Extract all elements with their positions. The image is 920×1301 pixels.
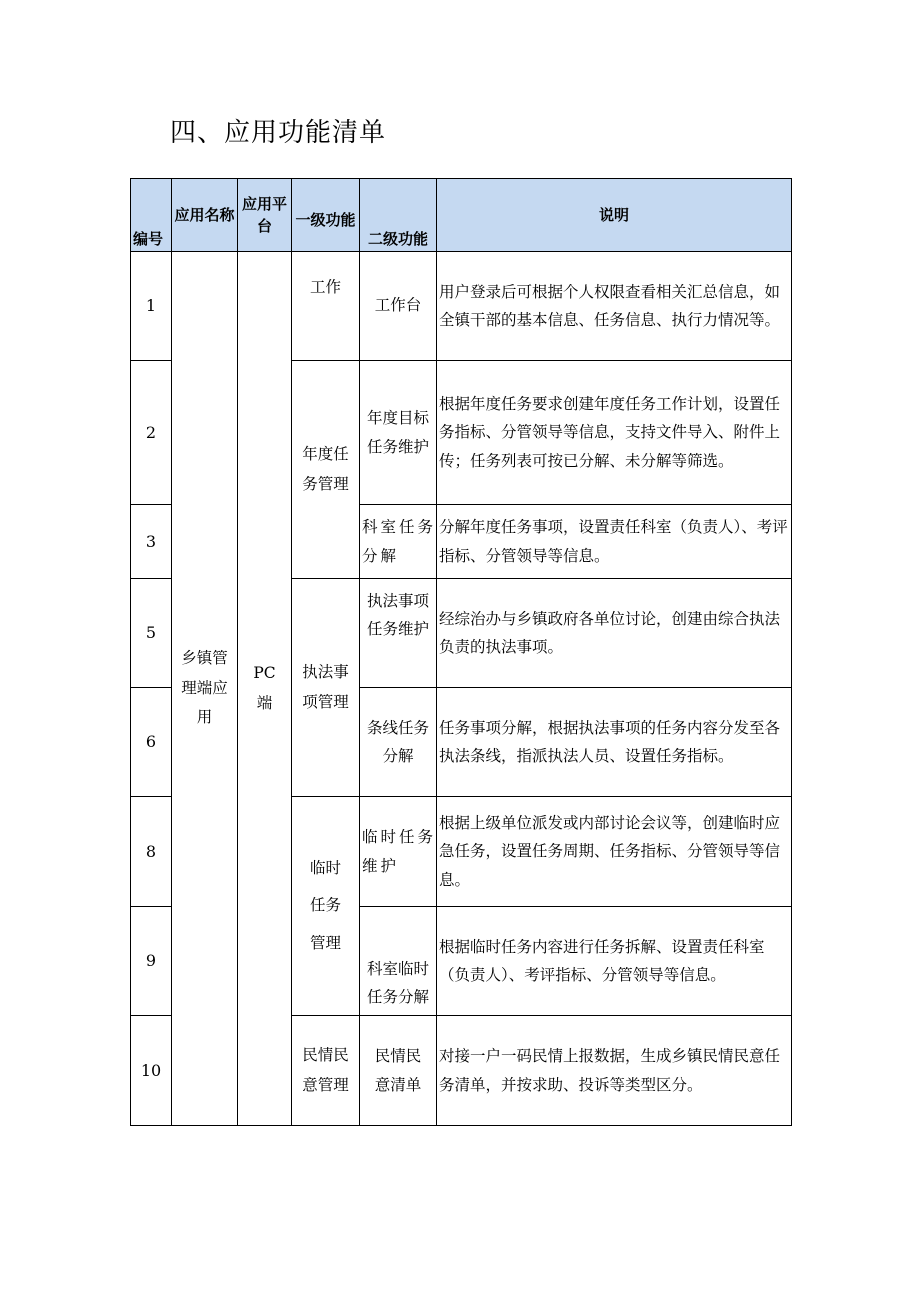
level2-cell [360,797,437,907]
level1-annual-cell [292,361,360,579]
row-no: 1 [131,252,172,361]
level2-text: 民情民意清单 [374,1047,422,1094]
header-level1-text: 一级功能 [295,210,356,229]
row-no: 9 [131,907,172,1016]
header-platform-text: 应用平台 [241,194,287,235]
description-cell: 分解年度任务事项，设置责任科室（负责人）、考评指标、分管领导等信息。 [437,505,792,579]
level2-text: 条线任务分解 [366,718,429,765]
level2-text: 执法事项任务维护 [366,592,429,639]
row-no: 2 [131,361,172,505]
level2-cell [360,505,437,579]
description-cell: 根据年度任务要求创建年度任务工作计划，设置任务指标、分管领导等信息，支持文件导入、附件上传；任务列表可按已分解、未分解等筛选。 [437,361,792,505]
header-level1 [292,179,360,252]
level2-text: 年度目标任务维护 [366,409,429,456]
level1-temp-cell [292,797,360,1016]
section-title: 四、应用功能清单 [170,118,387,148]
level1-public-text: 民情民意管理 [302,1046,349,1094]
level2-cell [360,579,437,688]
level2-cell [360,361,437,505]
row-no: 5 [131,579,172,688]
description-cell: 任务事项分解，根据执法事项的任务内容分发至各执法条线，指派执法人员、设置任务指标。 [437,688,792,797]
description-cell: 对接一户一码民情上报数据，生成乡镇民情民意任务清单，并按求助、投诉等类型区分。 [437,1016,792,1126]
platform-cell [238,252,292,1126]
header-no: 编号 [131,179,172,252]
level2-cell: 工作台 [360,252,437,361]
description-cell: 根据临时任务内容进行任务拆解、设置责任科室（负责人）、考评指标、分管领导等信息。 [437,907,792,1016]
level1-law-text: 执法事项管理 [302,663,349,711]
platform-text: PC端 [253,664,276,712]
description-cell: 经综治办与乡镇政府各单位讨论，创建由综合执法负责的执法事项。 [437,579,792,688]
description-cell: 用户登录后可根据个人权限查看相关汇总信息，如全镇干部的基本信息、任务信息、执行力情况等。 [437,252,792,361]
level2-text: 科室任务分解 [362,518,437,565]
app-name-cell [172,252,238,1126]
table-header-row [131,179,792,252]
level2-cell [360,688,437,797]
row-no: 6 [131,688,172,797]
level2-cell [360,1016,437,1126]
level1-temp-text: 临时任务管理 [309,859,341,952]
header-level2: 二级功能 [360,179,437,252]
app-name-text: 乡镇管理端应用 [181,649,228,727]
header-app-name-text: 应用名称 [174,205,235,224]
header-platform [238,179,292,252]
row-no: 3 [131,505,172,579]
header-app-name [172,179,238,252]
row-no: 10 [131,1016,172,1126]
level2-text: 临时任务维护 [362,828,437,875]
level1-annual-text: 年度任务管理 [302,445,349,493]
table-row [131,252,792,361]
level2-cell [360,907,437,1016]
row-no: 8 [131,797,172,907]
level1-work-cell: 工作 [292,252,360,361]
level2-text: 科室临时任务分解 [366,959,429,1006]
level1-public-cell [292,1016,360,1126]
function-table [130,178,792,1126]
level1-law-cell [292,579,360,797]
description-cell: 根据上级单位派发或内部讨论会议等，创建临时应急任务，设置任务周期、任务指标、分管领导等信息。 [437,797,792,907]
header-description: 说明 [437,179,792,252]
